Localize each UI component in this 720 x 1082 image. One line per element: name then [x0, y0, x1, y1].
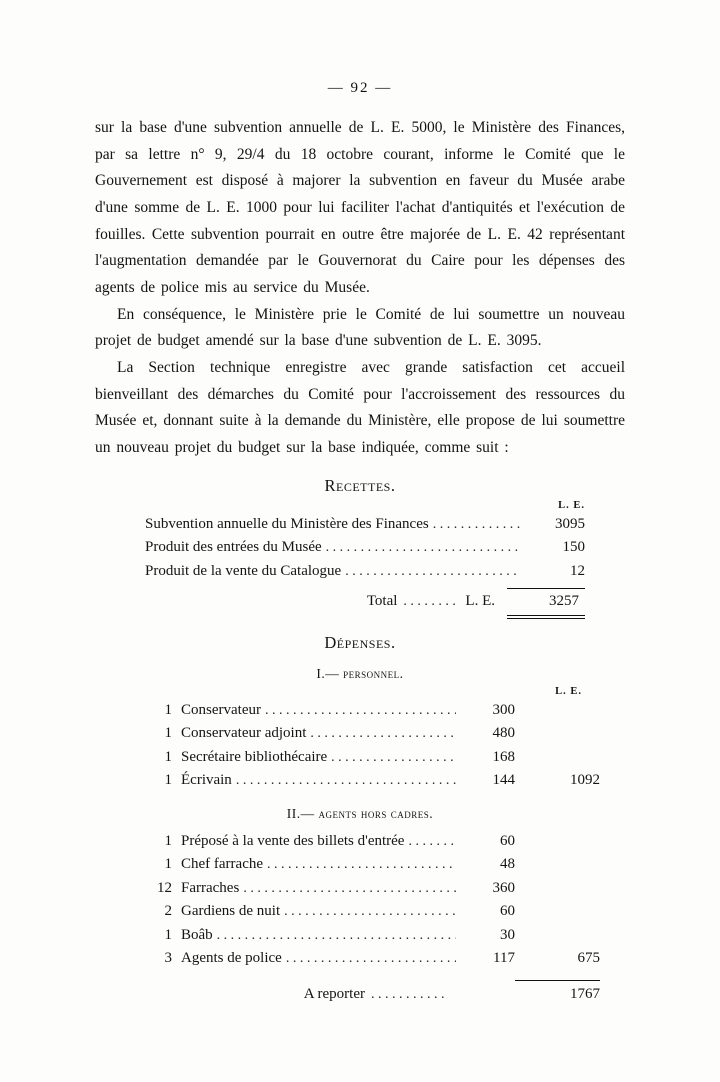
depenses-row	[150, 900, 600, 924]
row-amount: 12	[570, 562, 585, 579]
row-qty: 1	[164, 701, 172, 718]
row-qty: 1	[164, 926, 172, 943]
dot-leader	[345, 560, 521, 584]
depenses-row	[150, 924, 600, 948]
paragraph-1: sur la base d'une subvention annuelle de L. E. 5000, le Ministère des Finances, par sa lettre n° 9, 29/4 du 18 octobre courant, informe le Comité que le Gouvernement est disposé à majorer la subvention en faveur du Musée arabe d'une somme de L. E. 1000 pour lui faciliter l'achat d'antiquités et l'exécution de fouilles. Cette subvention pourrait en outre être majorée de L. E. 42 représentant l'augmentation demandée par le Gouvernorat du Caire pour les dépenses des agents de police mis au service du Musée.	[95, 119, 625, 296]
section-heading-personnel: I.— personnel.	[316, 665, 404, 681]
row-amount: 144	[492, 772, 515, 789]
carry-forward-row	[150, 980, 600, 1007]
depenses-row	[150, 722, 600, 746]
dot-leader	[433, 513, 521, 537]
carry-forward-label: A reporter	[303, 985, 365, 1002]
row-amount: 150	[562, 539, 585, 556]
row-qty: 2	[164, 903, 172, 920]
depenses-row	[150, 769, 600, 793]
recettes-row	[145, 536, 585, 560]
paragraph-3: La Section technique enregistre avec grande satisfaction cet accueil bienveillant des démarches du Comité pour l'accroissement des ressources du Musée et, donnant suite à la demande du Ministère, elle propose de lui soumettre un nouveau projet du budget sur la base indiquée, comme suit :	[95, 358, 625, 456]
row-amount: 30	[500, 926, 515, 943]
row-amount: 300	[492, 701, 515, 718]
row-label: Boâb	[181, 926, 213, 943]
row-qty: 1	[164, 725, 172, 742]
row-label: Conservateur	[181, 701, 261, 718]
depenses-heading: Dépenses.	[324, 632, 396, 652]
row-label: Secrétaire bibliothécaire	[181, 748, 328, 765]
dot-leader	[310, 722, 456, 746]
row-qty: 1	[164, 856, 172, 873]
dot-leader	[408, 830, 456, 854]
recettes-row	[145, 513, 585, 537]
row-qty: 12	[157, 879, 172, 896]
total-currency: L. E.	[465, 593, 495, 610]
dot-leader	[326, 536, 521, 560]
row-qty: 1	[164, 832, 172, 849]
row-label: Agents de police	[181, 950, 282, 967]
recettes-row	[145, 560, 585, 584]
row-label: Produit de la vente du Catalogue	[145, 562, 342, 579]
total-label: Total	[366, 593, 398, 610]
currency-header-depenses: L. E.	[555, 685, 582, 697]
dot-leader	[331, 746, 456, 770]
dot-leader	[217, 924, 456, 948]
row-label: Préposé à la vente des billets d'entrée	[181, 832, 405, 849]
section-heading-agents-hors-cadres: II.— agents hors cadres.	[286, 805, 434, 821]
row-amount: 60	[500, 903, 515, 920]
carry-forward-amount: 1767	[515, 980, 600, 1006]
row-amount: 60	[500, 832, 515, 849]
row-amount: 360	[492, 879, 515, 896]
depenses-table-agents	[150, 830, 600, 1007]
row-amount: 48	[500, 856, 515, 873]
depenses-row	[150, 877, 600, 901]
row-amount: 117	[493, 950, 515, 967]
dot-leader	[236, 769, 456, 793]
dot-leader	[284, 900, 456, 924]
row-label: Farraches	[181, 879, 240, 896]
row-qty: 3	[164, 950, 172, 967]
dot-leader	[403, 590, 459, 614]
dot-leader	[286, 947, 456, 971]
row-label: Subvention annuelle du Ministère des Finances	[145, 515, 429, 532]
row-label: Chef farrache	[181, 856, 264, 873]
depenses-row	[150, 699, 600, 723]
depenses-row	[150, 746, 600, 770]
row-subtotal: 1092	[570, 772, 600, 789]
row-amount: 3095	[555, 515, 585, 532]
row-amount: 168	[492, 748, 515, 765]
dot-leader	[243, 877, 456, 901]
row-label: Conservateur adjoint	[181, 725, 307, 742]
recettes-total-row	[145, 588, 585, 619]
dot-leader	[371, 983, 449, 1007]
dot-leader	[265, 699, 456, 723]
currency-header-recettes: L. E.	[558, 499, 585, 511]
row-amount: 480	[492, 725, 515, 742]
recettes-table	[145, 499, 585, 619]
depenses-row	[150, 853, 600, 877]
dot-leader	[267, 853, 456, 877]
recettes-heading: Recettes.	[324, 475, 396, 495]
row-label: Écrivain	[181, 772, 232, 789]
row-qty: 1	[164, 772, 172, 789]
depenses-table-personnel	[150, 685, 600, 793]
depenses-row	[150, 947, 600, 971]
row-subtotal: 675	[577, 950, 600, 967]
paragraph-2: En conséquence, le Ministère prie le Comité de lui soumettre un nouveau projet de budget amendé sur la base d'une subvention de L. E. 3095.	[95, 305, 625, 350]
row-label: Produit des entrées du Musée	[145, 539, 322, 556]
total-amount: 3257	[507, 588, 585, 619]
row-label: Gardiens de nuit	[181, 903, 281, 920]
page-number: — 92 —	[327, 80, 393, 96]
row-qty: 1	[164, 748, 172, 765]
depenses-row	[150, 830, 600, 854]
